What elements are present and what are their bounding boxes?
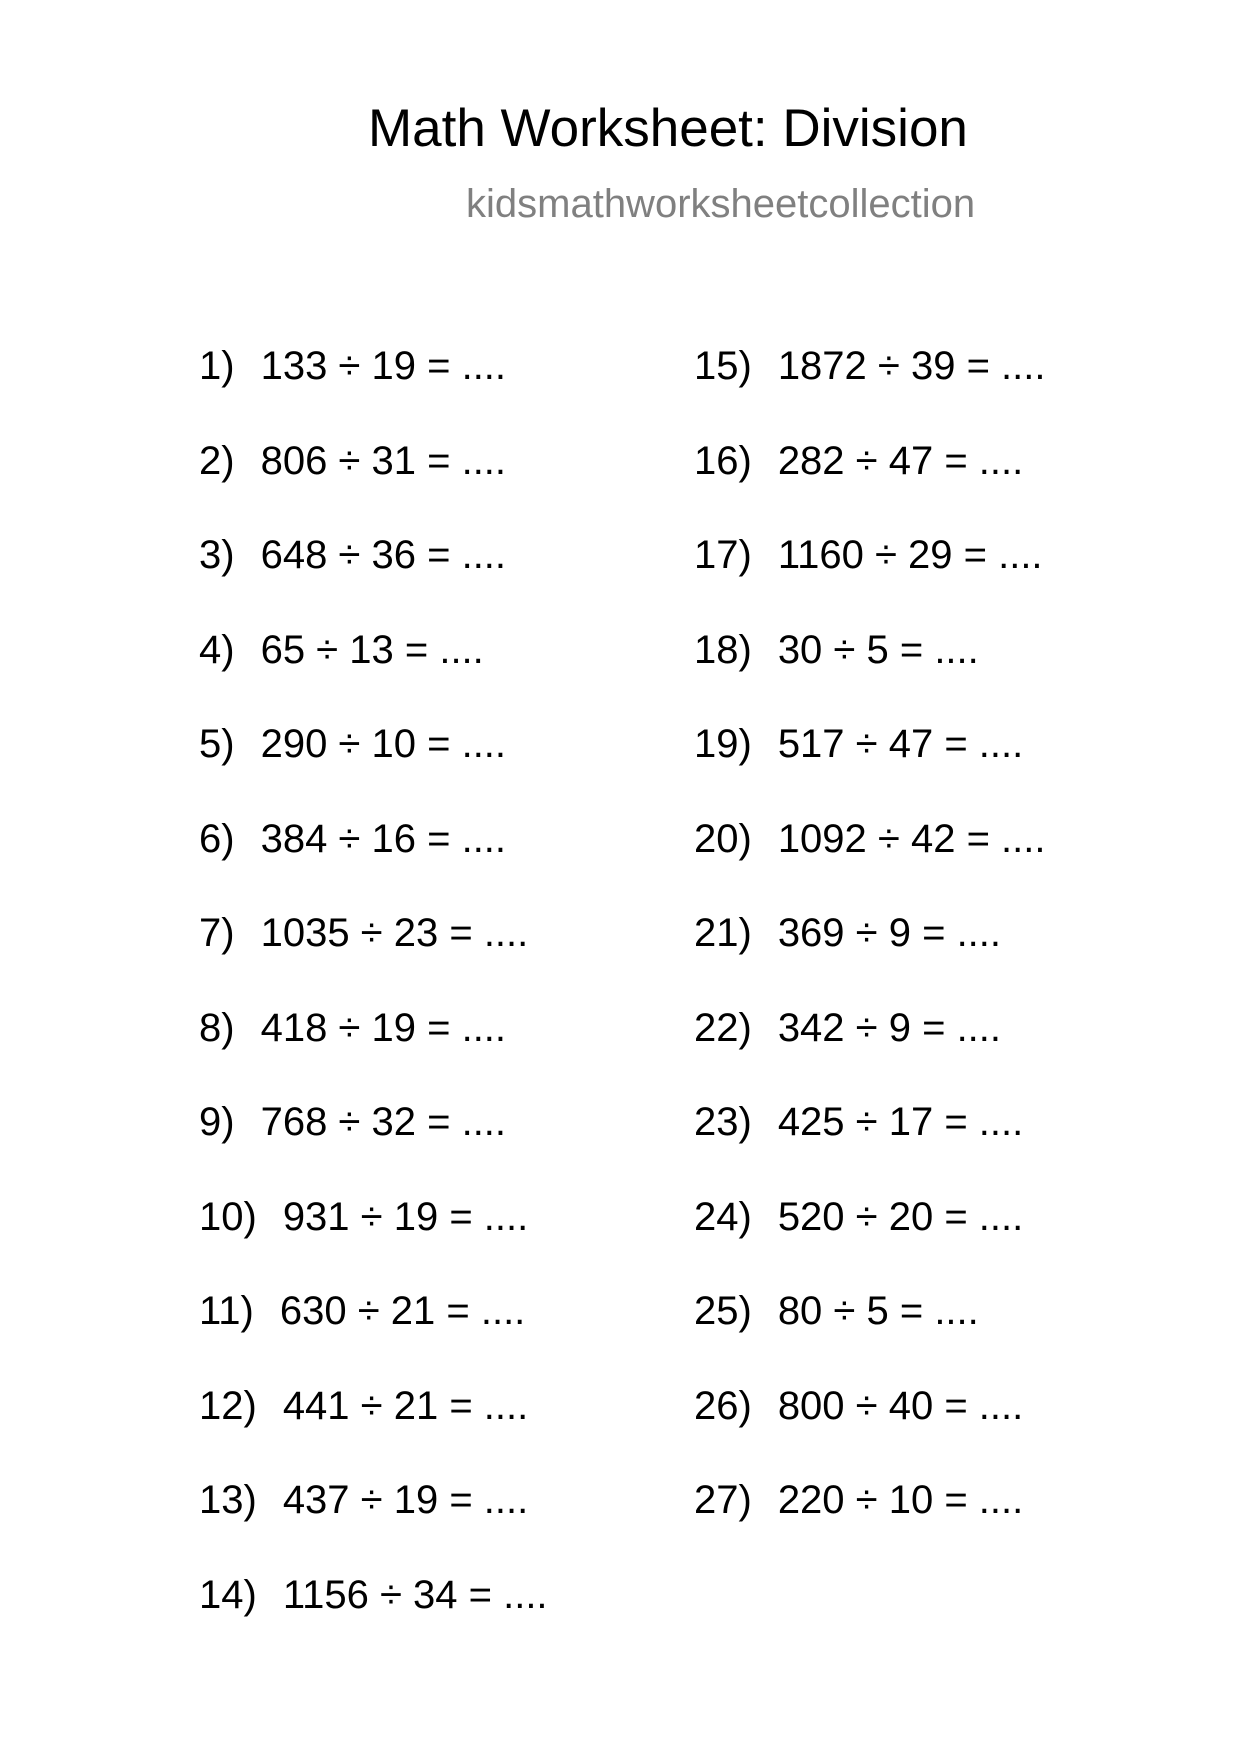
problem-expression: 1092 ÷ 42 = .... <box>777 816 1046 861</box>
problem-number: 13) <box>199 1478 257 1522</box>
problem-item <box>199 535 548 630</box>
problem-number: 17) <box>694 533 752 577</box>
problem-number: 21) <box>694 911 752 955</box>
problem-item <box>199 1480 548 1575</box>
problem-expression: 290 ÷ 10 = .... <box>260 722 507 766</box>
problem-item <box>694 1102 1046 1197</box>
worksheet-source: kidsmathworksheetcollection <box>466 182 976 226</box>
problem-number: 1) <box>199 344 235 388</box>
problem-expression: 384 ÷ 16 = .... <box>260 816 507 861</box>
problem-item <box>199 438 548 536</box>
problem-number: 15) <box>694 344 752 388</box>
problem-expression: 418 ÷ 19 = .... <box>260 1005 507 1050</box>
problem-number: 19) <box>694 722 752 766</box>
problem-item <box>694 816 1046 914</box>
problem-expression: 1872 ÷ 39 = .... <box>777 344 1046 388</box>
problem-expression: 133 ÷ 19 = .... <box>260 344 507 388</box>
problem-expression: 800 ÷ 40 = .... <box>777 1383 1024 1428</box>
problem-number: 7) <box>199 911 235 955</box>
problem-item <box>694 535 1046 630</box>
problem-item <box>199 1102 548 1197</box>
problem-item <box>694 1005 1046 1103</box>
problem-expression: 630 ÷ 21 = .... <box>279 1289 526 1333</box>
problem-number: 24) <box>694 1194 752 1239</box>
problem-expression: 425 ÷ 17 = .... <box>777 1100 1024 1144</box>
problem-expression: 520 ÷ 20 = .... <box>777 1194 1024 1239</box>
problem-item <box>694 346 1046 441</box>
problem-item <box>199 627 548 725</box>
problem-number: 10) <box>199 1194 257 1239</box>
problem-number: 14) <box>199 1572 257 1617</box>
problem-item <box>694 1291 1046 1386</box>
problem-expression: 441 ÷ 21 = .... <box>282 1383 529 1428</box>
problem-item <box>694 724 1046 819</box>
problems-column-left <box>199 346 548 1669</box>
problem-expression: 282 ÷ 47 = .... <box>777 438 1024 483</box>
problem-expression: 30 ÷ 5 = .... <box>777 627 979 672</box>
problem-number: 12) <box>199 1383 257 1428</box>
problem-expression: 648 ÷ 36 = .... <box>260 533 507 577</box>
problem-expression: 1156 ÷ 34 = .... <box>282 1572 548 1617</box>
problem-number: 2) <box>199 438 235 483</box>
problem-expression: 220 ÷ 10 = .... <box>777 1478 1024 1522</box>
problem-item <box>694 1194 1046 1292</box>
problem-expression: 437 ÷ 19 = .... <box>282 1478 529 1522</box>
problem-item <box>199 1383 548 1481</box>
problem-expression: 342 ÷ 9 = .... <box>777 1005 1002 1050</box>
problem-item <box>199 1194 548 1292</box>
problem-number: 8) <box>199 1005 235 1050</box>
problem-number: 6) <box>199 816 235 861</box>
problem-number: 16) <box>694 438 752 483</box>
problem-number: 23) <box>694 1100 752 1144</box>
problem-number: 4) <box>199 627 235 672</box>
problem-number: 18) <box>694 627 752 672</box>
problem-number: 20) <box>694 816 752 861</box>
problem-item <box>199 1291 548 1386</box>
problem-item <box>694 627 1046 725</box>
worksheet-title: Math Worksheet: Division <box>368 99 968 158</box>
problem-expression: 80 ÷ 5 = .... <box>777 1289 979 1333</box>
problem-item <box>694 913 1046 1008</box>
problem-item <box>199 724 548 819</box>
problem-item <box>199 1572 548 1670</box>
problem-number: 26) <box>694 1383 752 1428</box>
problem-expression: 65 ÷ 13 = .... <box>260 627 484 672</box>
problem-expression: 369 ÷ 9 = .... <box>777 911 1002 955</box>
problem-expression: 517 ÷ 47 = .... <box>777 722 1024 766</box>
problem-number: 9) <box>199 1100 235 1144</box>
problem-item <box>199 346 548 441</box>
problem-item <box>199 913 548 1008</box>
problem-expression: 806 ÷ 31 = .... <box>260 438 507 483</box>
problem-number: 3) <box>199 533 235 577</box>
problem-number: 27) <box>694 1478 752 1522</box>
problem-expression: 1160 ÷ 29 = .... <box>777 533 1043 577</box>
problem-item <box>694 438 1046 536</box>
problem-expression: 1035 ÷ 23 = .... <box>260 911 529 955</box>
problem-expression: 768 ÷ 32 = .... <box>260 1100 507 1144</box>
problem-item <box>694 1480 1046 1575</box>
problem-item <box>199 1005 548 1103</box>
problem-expression: 931 ÷ 19 = .... <box>282 1194 529 1239</box>
problem-number: 5) <box>199 722 235 766</box>
problem-number: 22) <box>694 1005 752 1050</box>
problem-number: 11) <box>199 1289 254 1333</box>
problem-item <box>694 1383 1046 1481</box>
problem-item <box>199 816 548 914</box>
problem-number: 25) <box>694 1289 752 1333</box>
problems-column-right <box>694 346 1046 1575</box>
